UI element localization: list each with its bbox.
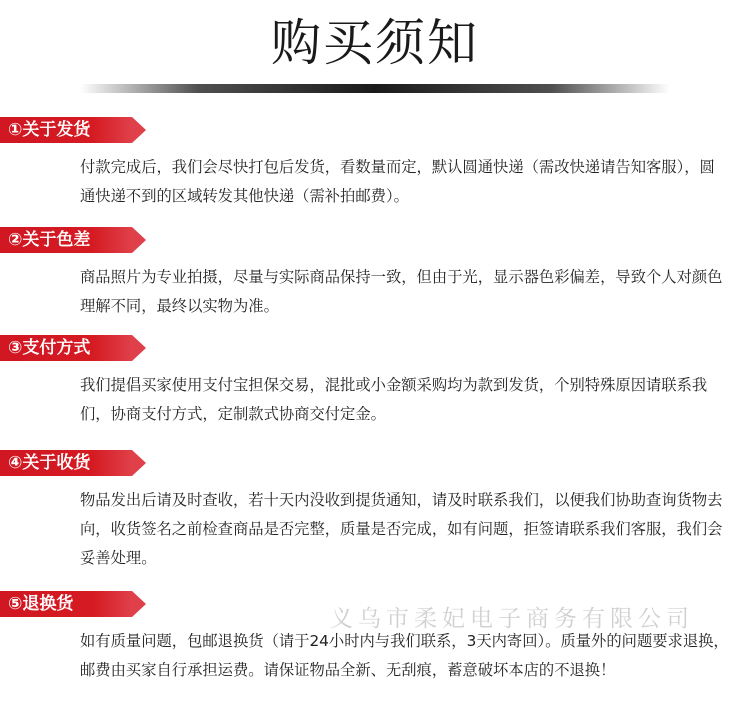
section-text: 我们提倡买家使用支付宝担保交易，混批或小金额采购均为款到发货，个别特殊原因请联系我们，协商支付方式，定制款式协商交付定金。 xyxy=(80,376,708,423)
section-badge xyxy=(0,450,132,476)
section-text: 商品照片为专业拍摄，尽量与实际商品保持一致，但由于光，显示器色彩偏差，导致个人对颜色理解不同，最终以实物为准。 xyxy=(80,268,723,315)
section-text: 物品发出后请及时查收，若十天内没收到提货通知，请及时联系我们，以便我们协助查询货物去向，收货签名之前检查商品是否完整，质量是否完成，如有问题，拒签请联系我们客服，我们会妥善处理。 xyxy=(80,491,723,567)
section-label: ②关于色差 xyxy=(8,230,91,250)
section-badge xyxy=(0,227,132,253)
page-title: 购买须知 xyxy=(271,14,479,72)
section-badge xyxy=(0,591,132,617)
title-underline xyxy=(80,84,670,93)
section-badge xyxy=(0,117,132,143)
section-badge xyxy=(0,335,132,361)
section-label: ③支付方式 xyxy=(8,338,91,358)
section-text: 如有质量问题，包邮退换货（请于24小时内与我们联系，3天内寄回）。质量外的问题要求退换，邮费由买家自行承担运费。请保证物品全新、无刮痕，蓄意破坏本店的不退换！ xyxy=(80,632,729,679)
company-watermark: 义乌市柔妃电子商务有限公司 xyxy=(330,606,694,632)
section-label: ④关于收货 xyxy=(8,453,91,473)
section-text: 付款完成后，我们会尽快打包后发货，看数量而定，默认圆通快递（需改快递请告知客服），圆通快递不到的区域转发其他快递（需补拍邮费）。 xyxy=(80,158,715,205)
section-label: ⑤退换货 xyxy=(8,594,74,614)
section-label: ①关于发货 xyxy=(8,120,91,140)
